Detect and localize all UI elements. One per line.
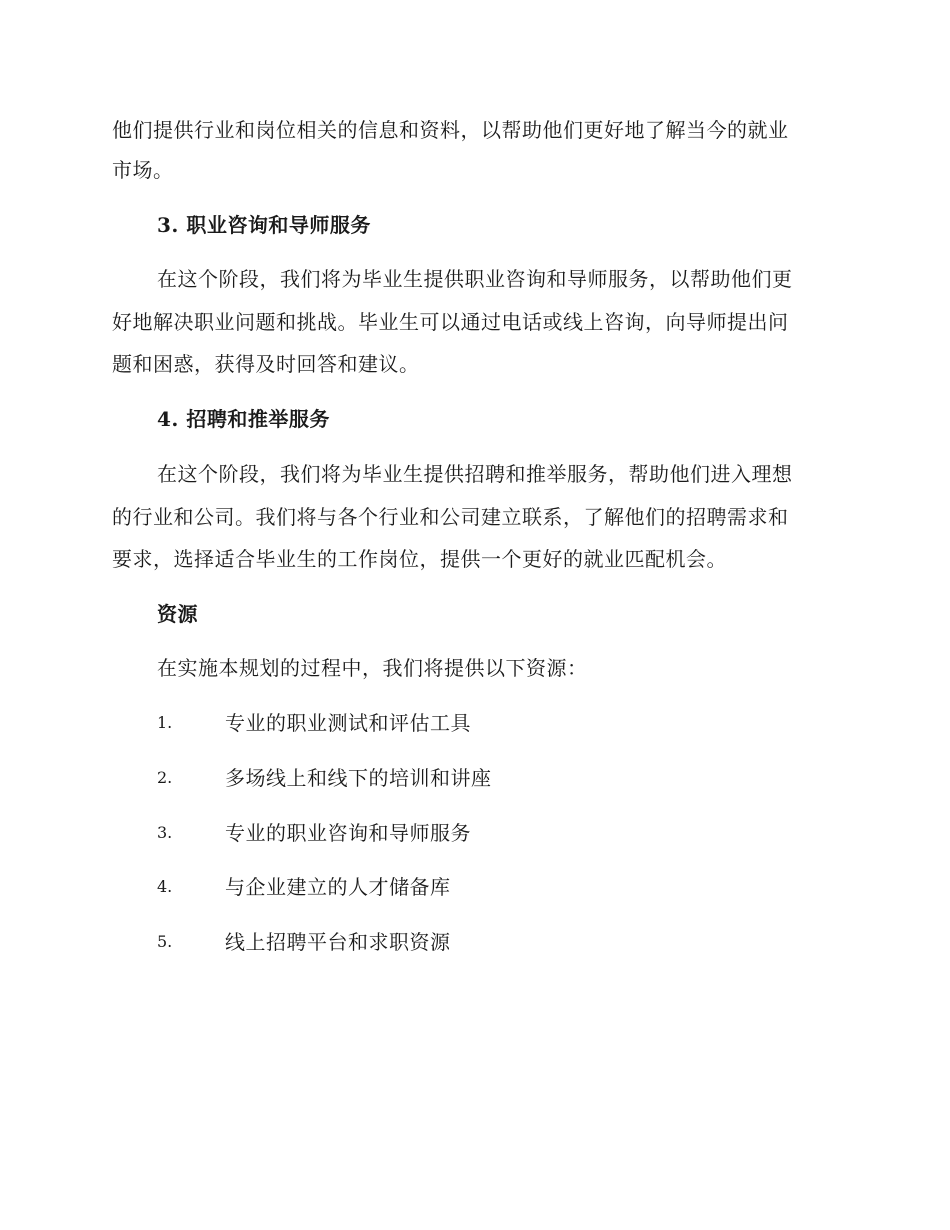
list-item-number: 2. (157, 768, 173, 787)
section-4-paragraph-line-3: 要求，选择适合毕业生的工作岗位，提供一个更好的就业匹配机会。 (112, 547, 727, 571)
section-4-paragraph-line-2: 的行业和公司。我们将与各个行业和公司建立联系，了解他们的招聘需求和 (112, 505, 789, 529)
section-3-paragraph-line-1: 在这个阶段，我们将为毕业生提供职业咨询和导师服务，以帮助他们更 (157, 267, 793, 291)
resources-heading: 资源 (157, 602, 198, 626)
list-item-text: 线上招聘平台和求职资源 (225, 930, 451, 954)
list-item-number: 4. (157, 877, 173, 896)
list-item-number: 5. (157, 932, 173, 951)
list-item-text: 与企业建立的人才储备库 (225, 875, 451, 899)
section-4-heading: 4. 招聘和推举服务 (157, 407, 330, 431)
section-3-heading: 3. 职业咨询和导师服务 (157, 213, 371, 237)
intro-line-1: 他们提供行业和岗位相关的信息和资料，以帮助他们更好地了解当今的就业 (112, 118, 789, 142)
list-item-number: 3. (157, 823, 173, 842)
intro-line-2: 市场。 (112, 158, 174, 182)
resources-intro: 在实施本规划的过程中，我们将提供以下资源： (157, 656, 588, 680)
section-3-paragraph-line-3: 题和困惑，获得及时回答和建议。 (112, 352, 420, 376)
list-item-number: 1. (157, 713, 173, 732)
section-3-paragraph-line-2: 好地解决职业问题和挑战。毕业生可以通过电话或线上咨询，向导师提出问 (112, 310, 789, 334)
list-item-text: 专业的职业咨询和导师服务 (225, 821, 471, 845)
section-4-paragraph-line-1: 在这个阶段，我们将为毕业生提供招聘和推举服务，帮助他们进入理想 (157, 462, 793, 486)
list-item-text: 多场线上和线下的培训和讲座 (225, 766, 492, 790)
list-item-text: 专业的职业测试和评估工具 (225, 711, 471, 735)
